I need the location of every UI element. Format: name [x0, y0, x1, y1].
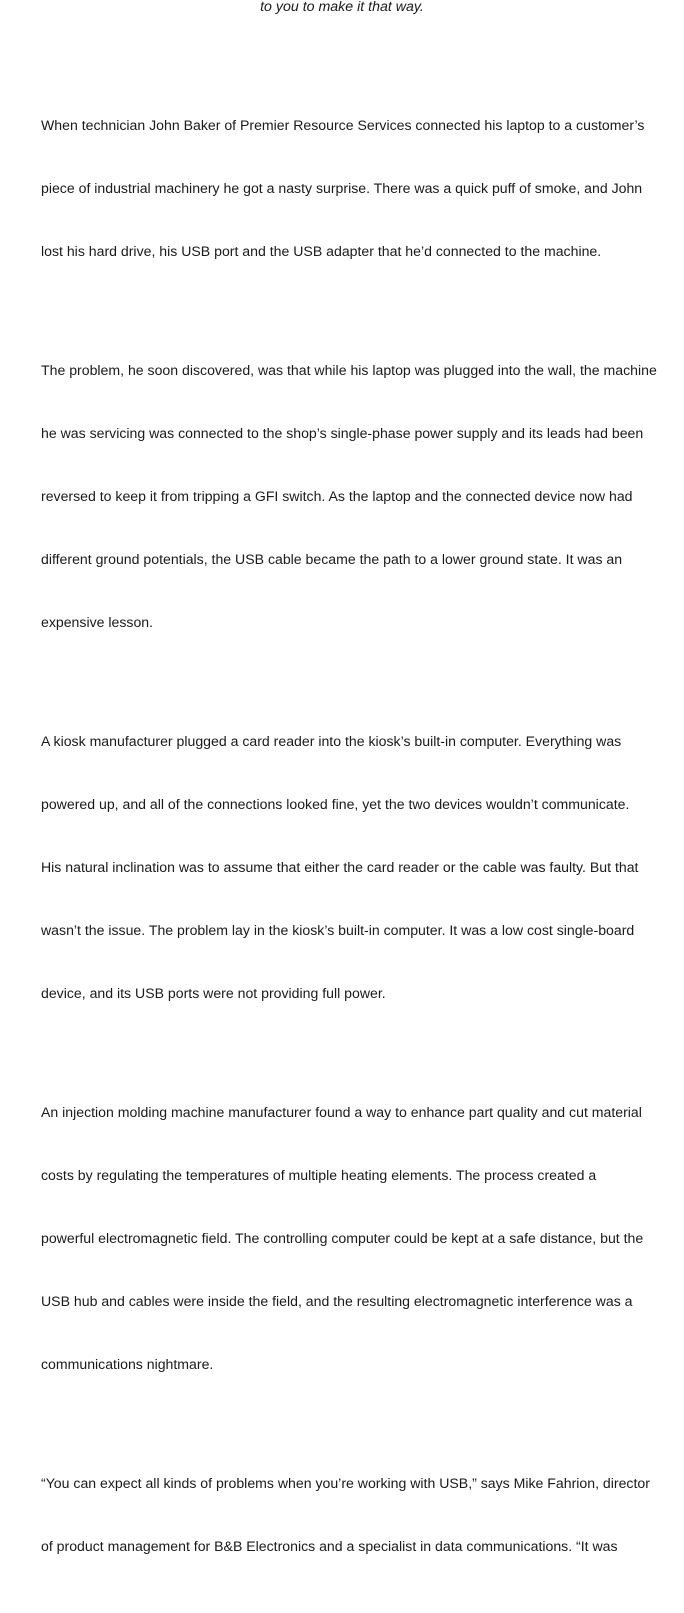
text-line: An injection molding machine manufacturer found a way to enhance part quality and cut material: [41, 1104, 642, 1120]
text-line: powered up, and all of the connections looked fine, yet the two devices wouldn’t communicate.: [41, 796, 630, 812]
text-line: “You can expect all kinds of problems when you’re working with USB,” says Mike Fahrion, director: [41, 1475, 650, 1491]
text-line: costs by regulating the temperatures of multiple heating elements. The process created a: [41, 1167, 597, 1183]
text-line: different ground potentials, the USB cable became the path to a lower ground state. It was an: [41, 551, 623, 567]
text-line: The problem, he soon discovered, was that while his laptop was plugged into the wall, the machine: [41, 362, 657, 378]
text-line: reversed to keep it from tripping a GFI switch. As the laptop and the connected device now had: [41, 488, 633, 504]
text-line: communications nightmare.: [41, 1356, 214, 1372]
text-line: When technician John Baker of Premier Resource Services connected his laptop to a customer’s: [41, 117, 645, 133]
text-line: he was servicing was connected to the shop’s single-phase power supply and its leads had been: [41, 425, 644, 441]
top-caption: to you to make it that way.: [260, 0, 424, 15]
text-line: lost his hard drive, his USB port and the USB adapter that he’d connected to the machine.: [41, 243, 602, 259]
text-line: piece of industrial machinery he got a nasty surprise. There was a quick puff of smoke, and John: [41, 180, 643, 196]
paragraph-ground-potential: [41, 318, 669, 675]
text-line: A kiosk manufacturer plugged a card reader into the kiosk’s built-in computer. Everything was: [41, 733, 622, 749]
paragraph-injection-molding: [41, 1060, 669, 1417]
text-line: powerful electromagnetic field. The controlling computer could be kept at a safe distance, but the: [41, 1230, 644, 1246]
paragraph-quote: [41, 1431, 669, 1599]
paragraph-kiosk: [41, 689, 669, 1046]
text-line: USB hub and cables were inside the field, and the resulting electromagnetic interference was a: [41, 1293, 633, 1309]
text-line: device, and its USB ports were not providing full power.: [41, 985, 386, 1001]
text-line: expensive lesson.: [41, 614, 154, 630]
paragraph-laptop-incident: [41, 73, 669, 304]
text-line: wasn’t the issue. The problem lay in the kiosk’s built-in computer. It was a low cost single-board: [41, 922, 635, 938]
text-line: His natural inclination was to assume that either the card reader or the cable was faulty. But that: [41, 859, 639, 875]
document-body: [41, 73, 669, 1613]
text-line: of product management for B&B Electronics and a specialist in data communications. “It was: [41, 1538, 618, 1554]
